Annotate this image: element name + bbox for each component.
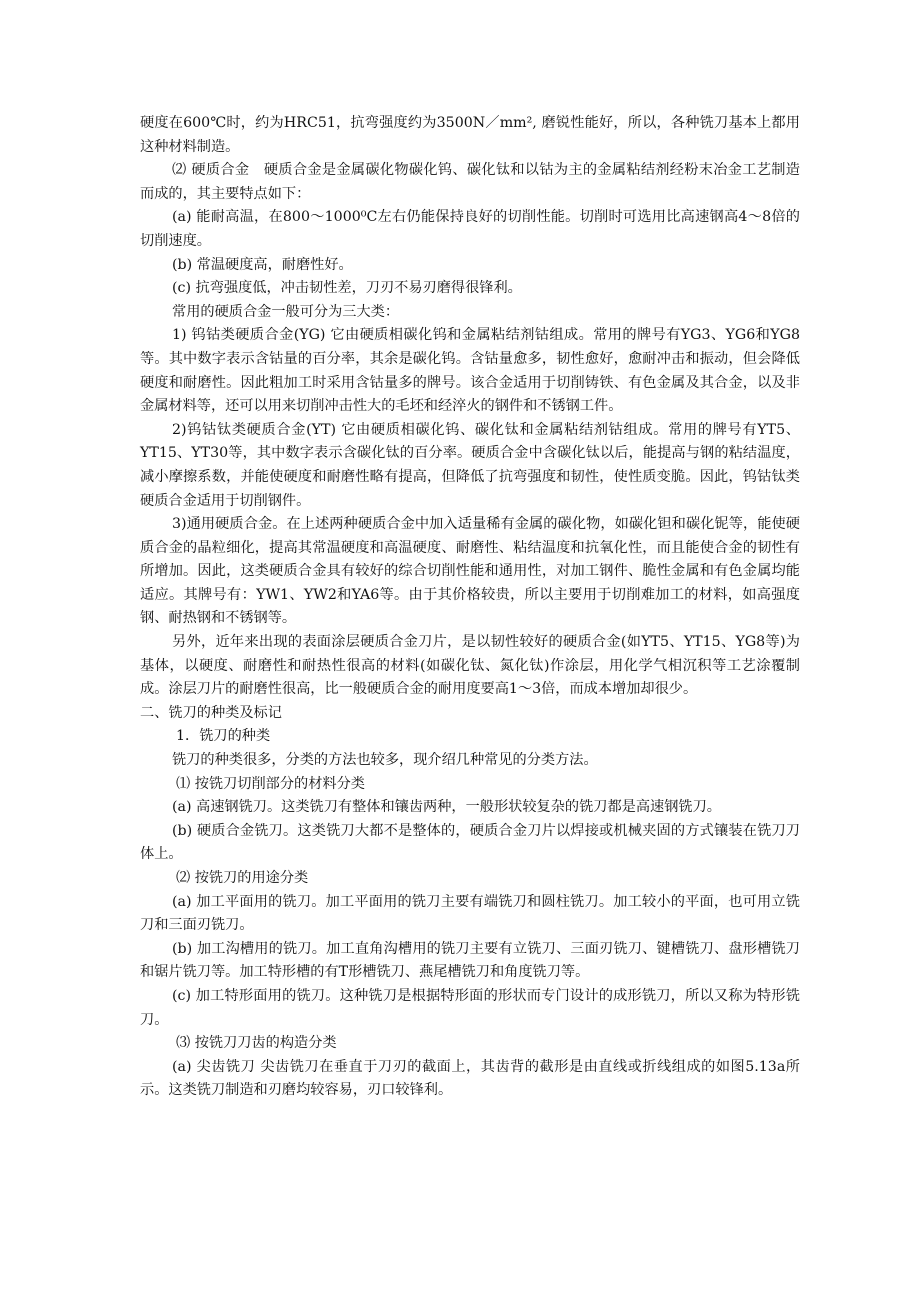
- paragraph-profile-cutter: (c) 加工特形面用的铣刀。这种铣刀是根据特形面的形状而专门设计的成形铣刀，所以又称为特形铣刀。: [140, 987, 800, 1028]
- paragraph-yg: 1) 钨钴类硬质合金(YG) 它由硬质相碳化钨和金属粘结剂钴组成。常用的牌号有YG3、YG6和YG8等。其中数字表示含钴量的百分率，其余是碳化钨。含钴量愈多，韧性愈好，愈耐冲击和振动，但会降低硬度和耐磨性。因此粗加工时采用含钴量多的牌号。该合金适用于切削铸铁、有色金属及其合金，以及非金属材料等，还可以用来切削冲击性大的毛坯和经淬火的钢件和不锈钢工件。: [140, 327, 800, 415]
- paragraph-hss-cutter: (a) 高速钢铣刀。这类铣刀有整体和镶齿两种，一般形状较复杂的铣刀都是高速钢铣刀。: [172, 799, 721, 816]
- heading-by-tooth: ⑶ 按铣刀刀齿的构造分类: [176, 1035, 337, 1052]
- paragraph-feature-b: (b) 常温硬度高，耐磨性好。: [172, 256, 353, 273]
- paragraph-hss-hardness: 硬度在600℃时，约为HRC51，抗弯强度约为3500N／mm², 磨锐性能好，所以，各种铣刀基本上都用这种材料制造。: [140, 115, 800, 155]
- paragraph-three-types: 常用的硬质合金一般可分为三大类：: [172, 303, 400, 320]
- paragraph-yt: 2)钨钴钛类硬质合金(YT) 它由硬质相碳化钨、碳化钛和金属粘结剂钴组成。常用的牌号有YT5、YT15、YT30等，其中数字表示含碳化钛的百分率。硬质合金中含碳化钛以后，能提高与钢的粘结温度，减小摩擦系数，并能使硬度和耐磨性略有提高，但降低了抗弯强度和韧性，使性质变脆。因此，钨钴钛类硬质合金适用于切削钢件。: [140, 421, 800, 509]
- subsection-heading: 1．铣刀的种类: [176, 728, 271, 745]
- paragraph-groove-cutter: (b) 加工沟槽用的铣刀。加工直角沟槽用的铣刀主要有立铣刀、三面刃铣刀、键槽铣刀、盘形槽铣刀和锯片铣刀等。加工特形槽的有T形槽铣刀、燕尾槽铣刀和角度铣刀等。: [140, 940, 800, 981]
- paragraph-coated-inserts: 另外，近年来出现的表面涂层硬质合金刀片，是以韧性较好的硬质合金(如YT5、YT15、YG8等)为基体，以硬度、耐磨性和耐热性很高的材料(如碳化钛、氮化钛)作涂层，用化学气相沉积等工艺涂覆制成。涂层刀片的耐磨性很高，比一般硬质合金的耐用度要高1～3倍，而成本增加却很少。: [140, 634, 800, 698]
- paragraph-carbide-cutter: (b) 硬质合金铣刀。这类铣刀大都不是整体的，硬质合金刀片以焊接或机械夹固的方式镶装在铣刀刀体上。: [140, 822, 800, 863]
- heading-by-material: ⑴ 按铣刀切削部分的材料分类: [176, 775, 365, 792]
- section-heading: 二、铣刀的种类及标记: [140, 704, 282, 721]
- paragraph-classification-intro: 铣刀的种类很多，分类的方法也较多，现介绍几种常见的分类方法。: [172, 752, 598, 769]
- paragraph-feature-c: (c) 抗弯强度低，冲击韧性差，刀刃不易刃磨得很锋利。: [172, 280, 522, 297]
- paragraph-plane-cutter: (a) 加工平面用的铣刀。加工平面用的铣刀主要有端铣刀和圆柱铣刀。加工较小的平面，也可用立铣刀和三面刃铣刀。: [140, 893, 800, 934]
- document-page: [140, 112, 800, 1103]
- paragraph-carbide-intro: ⑵ 硬质合金 硬质合金是金属碳化物碳化钨、碳化钛和以钴为主的金属粘结剂经粉末冶金工艺制造而成的，其主要特点如下：: [140, 162, 800, 202]
- paragraph-feature-a: (a) 能耐高温，在800～1000⁰C左右仍能保持良好的切削性能。切削时可选用比高速钢高4～8倍的切削速度。: [140, 209, 800, 249]
- paragraph-sharp-tooth: (a) 尖齿铣刀 尖齿铣刀在垂直于刀刃的截面上，其齿背的截形是由直线或折线组成的如图5.13a所示。这类铣刀制造和刃磨均较容易，刃口较锋利。: [140, 1058, 800, 1099]
- heading-by-use: ⑵ 按铣刀的用途分类: [176, 870, 309, 886]
- paragraph-general-carbide: 3)通用硬质合金。在上述两种硬质合金中加入适量稀有金属的碳化物，如碳化钽和碳化铌等，能使硬质合金的晶粒细化，提高其常温硬度和高温硬度、耐磨性、粘结温度和抗氧化性，而且能使合金的韧性有所增加。因此，这类硬质合金具有较好的综合切削性能和通用性，对加工钢件、脆性金属和有色金属均能适应。其牌号有：YW1、YW2和YA6等。由于其价格较贵，所以主要用于切削难加工的材料，如高强度钢、耐热钢和不锈钢等。: [140, 516, 800, 627]
